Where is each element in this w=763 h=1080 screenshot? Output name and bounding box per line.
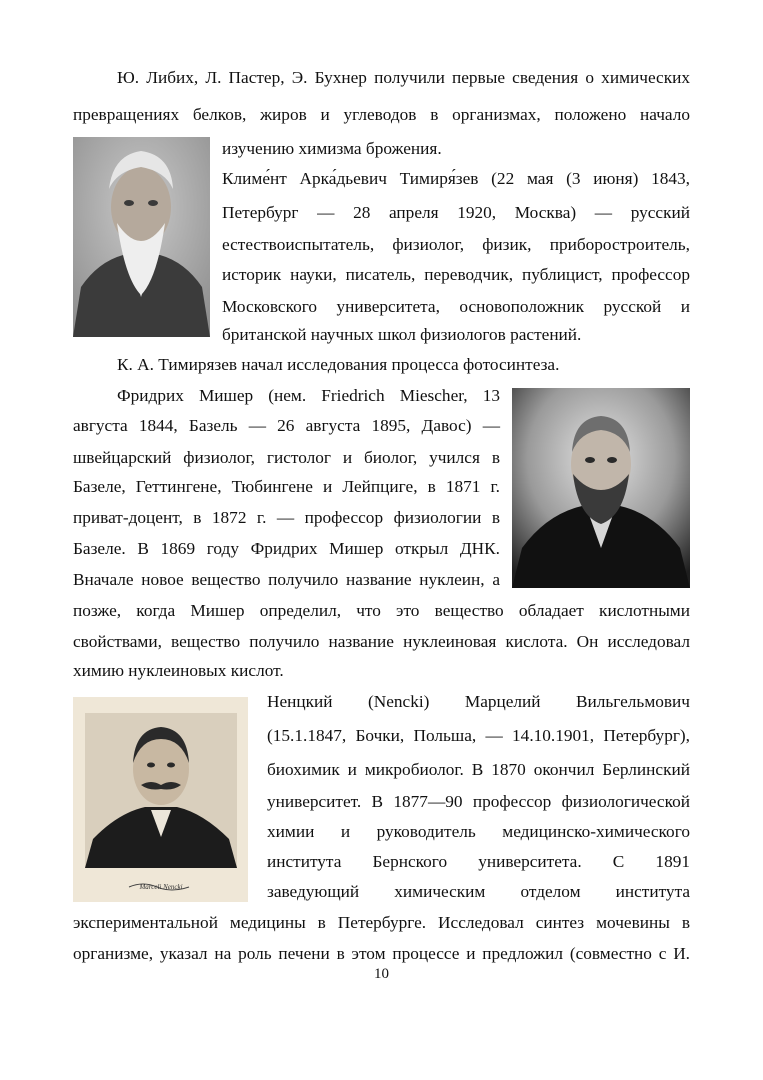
timiryazev-portrait [73, 137, 210, 337]
text-line: Вначале новое вещество получило название нуклеин, а [73, 570, 500, 589]
miescher-portrait [512, 388, 690, 588]
text-line: Ю. Либих, Л. Пастер, Э. Бухнер получили первые сведения о химических [117, 68, 690, 87]
text-line: К. А. Тимирязев начал исследования процесса фотосинтеза. [117, 355, 560, 374]
text-line: британской научных школ физиологов растений. [222, 325, 582, 344]
text-line: Базеле, Геттингене, Тюбингене и Лейпциге, в 1871 г. [73, 477, 500, 496]
text-line: Петербург — 28 апреля 1920, Москва) — русский [222, 203, 690, 222]
text-line: химию нуклеиновых кислот. [73, 661, 284, 680]
text-line: Московского университета, основоположник русской и [222, 297, 690, 316]
text-line: химии и руководитель медицинско-химического [267, 822, 690, 841]
text-line: историк науки, писатель, переводчик, публицист, профессор [222, 265, 690, 284]
text-line: университет. В 1877—90 профессор физиологической [267, 792, 690, 811]
text-line: Фридрих Мишер (нем. Friedrich Miescher, 13 [117, 386, 500, 405]
text-line: превращениях белков, жиров и углеводов в организмах, положено начало [73, 105, 690, 124]
text-line: приват-доцент, в 1872 г. — профессор физиологии в [73, 508, 500, 527]
page-number: 10 [374, 966, 389, 982]
text-line: августа 1844, Базель — 26 августа 1895, Давос) — [73, 416, 500, 435]
text-line: швейцарский физиолог, гистолог и биолог, учился в [73, 448, 500, 467]
text-line: свойствами, вещество получило название нуклеиновая кислота. Он исследовал [73, 632, 690, 651]
text-line: Базеле. В 1869 году Фридрих Мишер открыл ДНК. [73, 539, 500, 558]
text-line: Ненцкий (Nencki) Марцелий Вильгельмович [267, 692, 690, 711]
text-line: изучению химизма брожения. [222, 139, 442, 158]
text-line: Климе́нт Арка́дьевич Тимиря́зев (22 мая (3 июня) 1843, [222, 169, 690, 188]
text-line: биохимик и микробиолог. В 1870 окончил Берлинский [267, 760, 690, 779]
text-line: позже, когда Мишер определил, что это вещество обладает кислотными [73, 601, 690, 620]
text-line: экспериментальной медицины в Петербурге. Исследовал синтез мочевины в [73, 913, 690, 932]
text-line: естествоиспытатель, физиолог, физик, приборостроитель, [222, 235, 690, 254]
text-line: института Бернского университета. С 1891 [267, 852, 690, 871]
text-line: организме, указал на роль печени в этом процессе и предложил (совместно с И. [73, 944, 690, 963]
nencki-portrait [73, 697, 248, 902]
svg-text:Marceli Nencki: Marceli Nencki [139, 883, 183, 891]
text-line: заведующий химическим отделом института [267, 882, 690, 901]
text-line: (15.1.1847, Бочки, Польша, — 14.10.1901, Петербург), [267, 726, 690, 745]
